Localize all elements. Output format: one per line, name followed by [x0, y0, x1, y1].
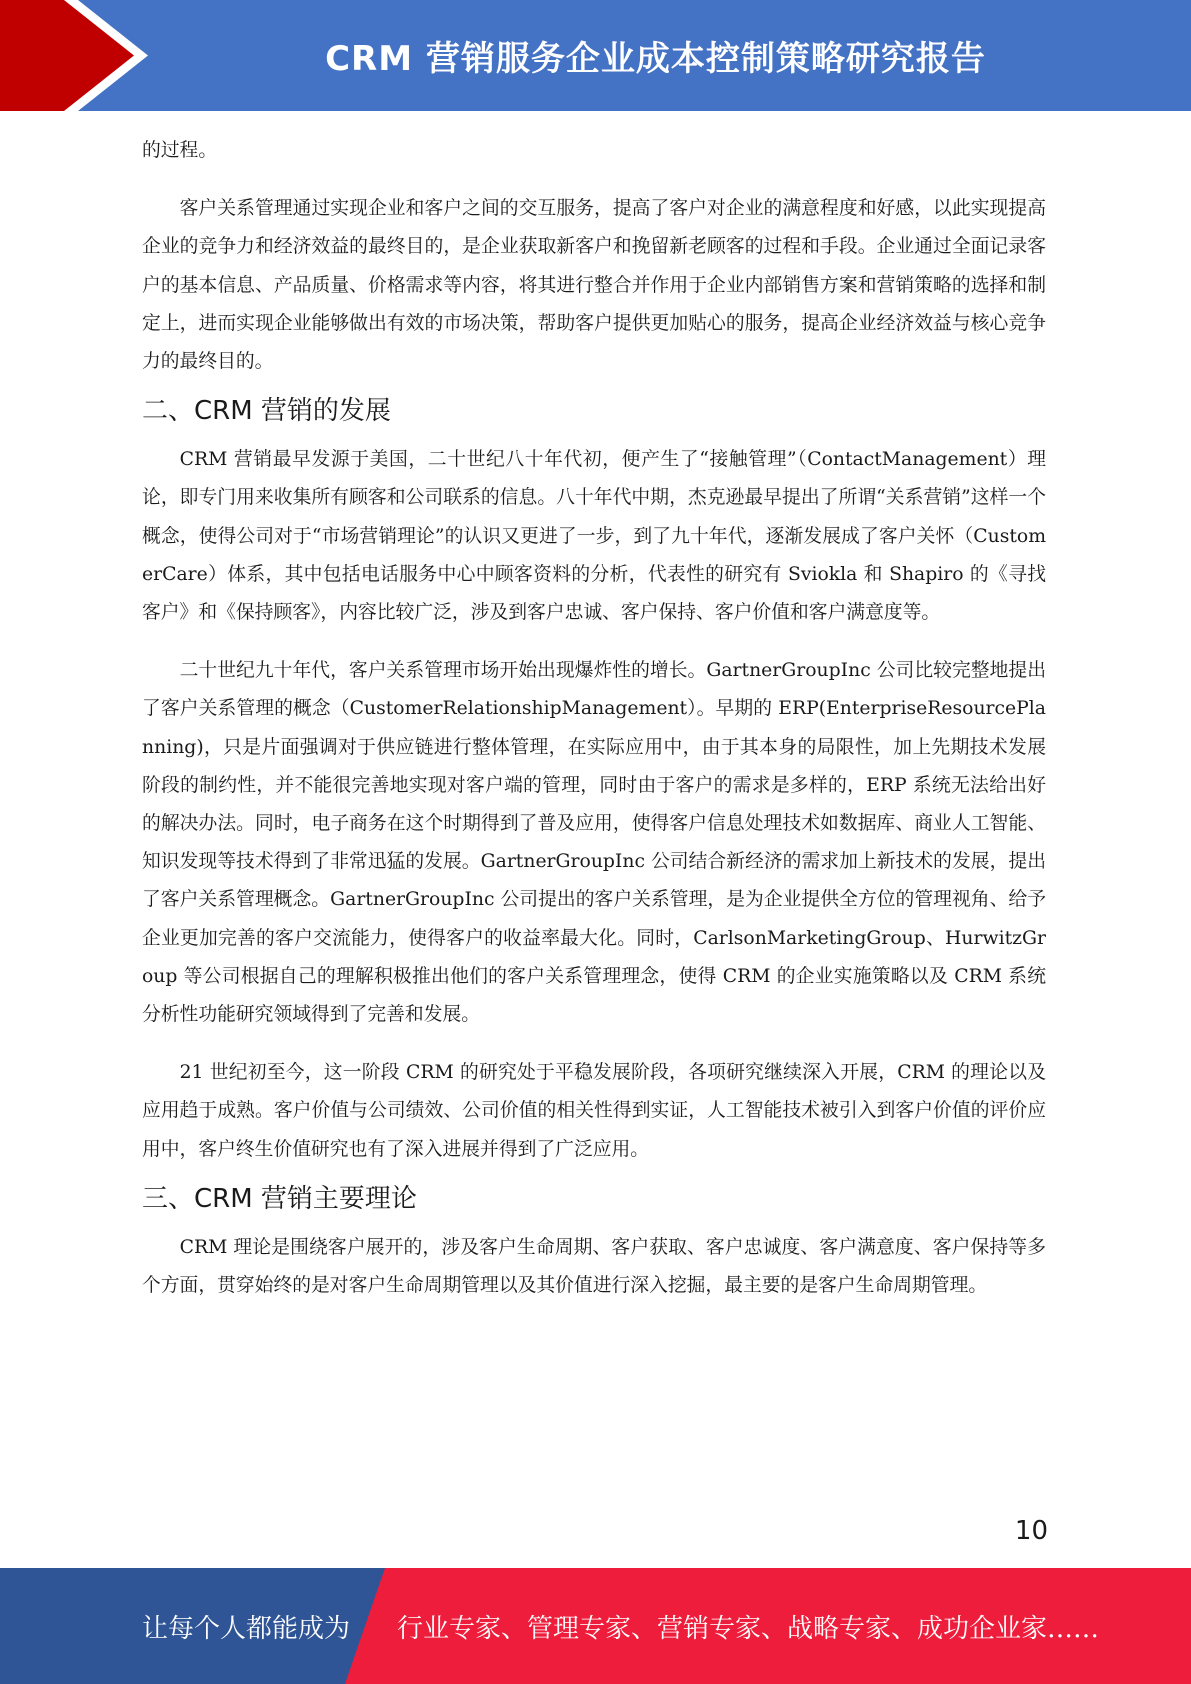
- page-body: [142, 132, 1046, 1305]
- paragraph-continuation: 的过程。: [142, 140, 218, 161]
- report-title: CRM 营销服务企业成本控制策略研究报告: [325, 39, 986, 79]
- paragraph-crm-theory: CRM 理论是围绕客户展开的，涉及客户生命周期、客户获取、客户忠诚度、客户满意度、客户保持等多个方面，贯穿始终的是对客户生命周期管理以及其价值进行深入挖掘，最主要的是客户生命周期管理。: [142, 1236, 1046, 1297]
- page-header: [0, 0, 1191, 111]
- paragraph-1990s: 二十世纪九十年代，客户关系管理市场开始出现爆炸性的增长。GartnerGroupInc 公司比较完整地提出了客户关系管理的概念（CustomerRelationshipManagement）。早期的 ERP(EnterpriseResourcePlanning)，只是片面强调对于供应链进行整体管理，在实际应用中，由于其本身的局限性，加上先期技术发展阶段的制约性，并不能很完善地实现对客户端的管理，同时由于客户的需求是多样的，ERP 系统无法给出好的解决办法。同时，电子商务在这个时期得到了普及应用，使得客户信息处理技术如数据库、商业人工智能、知识发现等技术得到了非常迅猛的发展。GartnerGroupInc 公司结合新经济的需求加上新技术的发展，提出了客户关系管理概念。GartnerGroupInc 公司提出的客户关系管理，是为企业提供全方位的管理视角、给予企业更加完善的客户交流能力，使得客户的收益率最大化。同时，CarlsonMarketingGroup、HurwitzGroup 等公司根据自己的理解积极推出他们的客户关系管理理念，使得 CRM 的企业实施策略以及 CRM 系统分析性功能研究领域得到了完善和发展。: [142, 660, 1046, 1026]
- section-heading-theory: 三、CRM 营销主要理论: [142, 1183, 417, 1214]
- paragraph-origin: CRM 营销最早发源于美国，二十世纪八十年代初，便产生了“接触管理”（ContactManagement）理论，即专门用来收集所有顾客和公司联系的信息。八十年代中期，杰克逊最早提出了所谓“关系营销”这样一个概念，使得公司对于“市场营销理论”的认识又更进了一步，到了九十年代，逐渐发展成了客户关怀（CustomerCare）体系，其中包括电话服务中心中顾客资料的分析，代表性的研究有 Sviokla 和 Shapiro 的《寻找客户》和《保持顾客》，内容比较广泛，涉及到客户忠诚、客户保持、客户价值和客户满意度等。: [142, 449, 1046, 624]
- section-heading-development: 二、CRM 营销的发展: [142, 396, 391, 427]
- page-number: 10: [1014, 1516, 1048, 1546]
- paragraph-21st-century: 21 世纪初至今，这一阶段 CRM 的研究处于平稳发展阶段，各项研究继续深入开展，CRM 的理论以及应用趋于成熟。客户价值与公司绩效、公司价值的相关性得到实证，人工智能技术被引入到客户价值的评价应用中，客户终生价值研究也有了深入进展并得到了广泛应用。: [142, 1062, 1046, 1160]
- header-arrow-decoration: [0, 0, 160, 111]
- paragraph-crm-definition: 客户关系管理通过实现企业和客户之间的交互服务，提高了客户对企业的满意程度和好感，以此实现提高企业的竞争力和经济效益的最终目的，是企业获取新客户和挽留新老顾客的过程和手段。企业通过全面记录客户的基本信息、产品质量、价格需求等内容，将其进行整合并作用于企业内部销售方案和营销策略的选择和制定上，进而实现企业能够做出有效的市场决策，帮助客户提供更加贴心的服务，提高企业经济效益与核心竞争力的最终目的。: [142, 198, 1046, 373]
- footer-slogan-left: 让每个人都能成为: [142, 1613, 351, 1644]
- footer-slogan-right: 行业专家、管理专家、营销专家、战略专家、成功企业家……: [397, 1613, 1100, 1644]
- page-footer: [0, 1568, 1191, 1684]
